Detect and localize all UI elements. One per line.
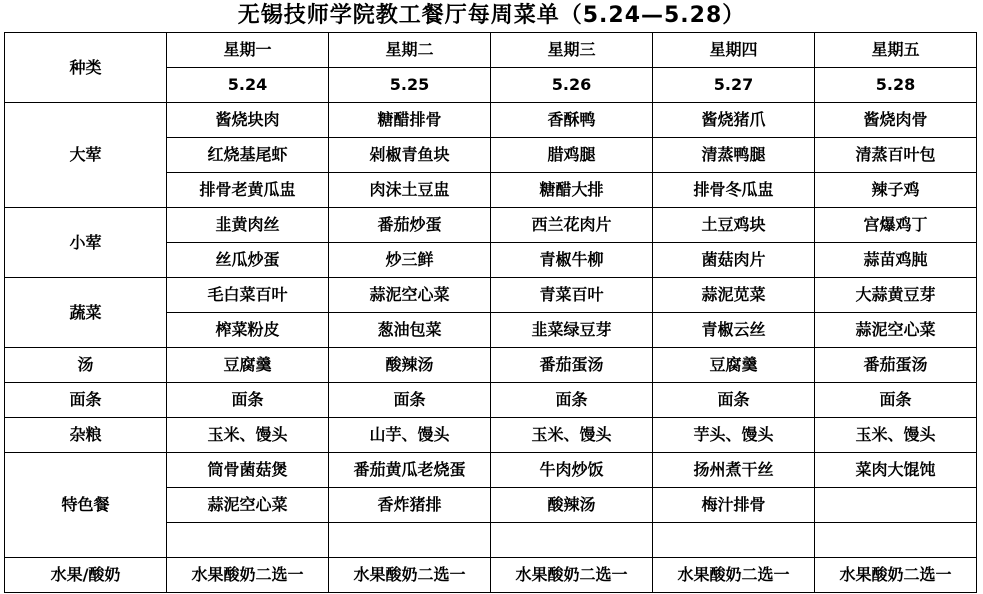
- dish-cell: 酱烧猪爪: [653, 103, 815, 138]
- dish-cell: 榨菜粉皮: [167, 313, 329, 348]
- menu-row: [5, 453, 977, 488]
- category-cell: 水果/酸奶: [5, 558, 167, 593]
- dish-cell: 扬州煮干丝: [653, 453, 815, 488]
- dish-cell: 酸辣汤: [491, 488, 653, 523]
- dish-cell: 毛白菜百叶: [167, 278, 329, 313]
- dish-cell: 蒜泥空心菜: [167, 488, 329, 523]
- date-header: 5.24: [167, 68, 329, 103]
- dish-cell: 蒜苗鸡肫: [815, 243, 977, 278]
- category-cell: 汤: [5, 348, 167, 383]
- dish-cell: 山芋、馒头: [329, 418, 491, 453]
- dish-cell: 土豆鸡块: [653, 208, 815, 243]
- dish-cell: 大蒜黄豆芽: [815, 278, 977, 313]
- category-header: 种类: [5, 33, 167, 103]
- date-header: 5.25: [329, 68, 491, 103]
- dish-cell: 玉米、馒头: [167, 418, 329, 453]
- dish-cell: 青菜百叶: [491, 278, 653, 313]
- dish-cell: 面条: [167, 383, 329, 418]
- category-cell: 大荤: [5, 103, 167, 208]
- dish-cell: 水果酸奶二选一: [653, 558, 815, 593]
- dish-cell: 糖醋排骨: [329, 103, 491, 138]
- dish-cell: 面条: [653, 383, 815, 418]
- dish-cell: 香炸猪排: [329, 488, 491, 523]
- dish-cell: 韭黄肉丝: [167, 208, 329, 243]
- dish-cell: 肉沫土豆盅: [329, 173, 491, 208]
- dish-cell: 排骨冬瓜盅: [653, 173, 815, 208]
- dish-cell: 糖醋大排: [491, 173, 653, 208]
- dish-cell: 水果酸奶二选一: [329, 558, 491, 593]
- dish-cell: [815, 488, 977, 523]
- dish-cell: 辣子鸡: [815, 173, 977, 208]
- dish-cell: 番茄蛋汤: [815, 348, 977, 383]
- dish-cell: 酱烧块肉: [167, 103, 329, 138]
- dish-cell: 玉米、馒头: [815, 418, 977, 453]
- date-header: 5.27: [653, 68, 815, 103]
- dish-cell: 酸辣汤: [329, 348, 491, 383]
- dish-cell: 菌菇肉片: [653, 243, 815, 278]
- dish-cell: 蒜泥空心菜: [815, 313, 977, 348]
- dish-cell: 水果酸奶二选一: [815, 558, 977, 593]
- menu-row: [5, 278, 977, 313]
- category-cell: 小荤: [5, 208, 167, 278]
- dish-cell: 丝瓜炒蛋: [167, 243, 329, 278]
- dish-cell: 芋头、馒头: [653, 418, 815, 453]
- dish-cell: 豆腐羹: [653, 348, 815, 383]
- day-header: 星期一: [167, 33, 329, 68]
- day-header: 星期四: [653, 33, 815, 68]
- dish-cell: 排骨老黄瓜盅: [167, 173, 329, 208]
- date-header: 5.26: [491, 68, 653, 103]
- category-cell: 蔬菜: [5, 278, 167, 348]
- dish-cell: 面条: [815, 383, 977, 418]
- dish-cell: 水果酸奶二选一: [167, 558, 329, 593]
- menu-row: [5, 418, 977, 453]
- category-cell: 杂粮: [5, 418, 167, 453]
- category-cell: 特色餐: [5, 453, 167, 558]
- dish-cell: 葱油包菜: [329, 313, 491, 348]
- dish-cell: 酱烧肉骨: [815, 103, 977, 138]
- empty-cell: [167, 523, 329, 558]
- menu-row: [5, 348, 977, 383]
- dish-cell: 红烧基尾虾: [167, 138, 329, 173]
- dish-cell: 清蒸鸭腿: [653, 138, 815, 173]
- dish-cell: 清蒸百叶包: [815, 138, 977, 173]
- dish-cell: 韭菜绿豆芽: [491, 313, 653, 348]
- day-header: 星期三: [491, 33, 653, 68]
- menu-row: [5, 558, 977, 593]
- day-header: 星期二: [329, 33, 491, 68]
- dish-cell: 筒骨菌菇煲: [167, 453, 329, 488]
- dish-cell: 番茄炒蛋: [329, 208, 491, 243]
- empty-cell: [329, 523, 491, 558]
- dish-cell: 面条: [491, 383, 653, 418]
- dish-cell: 青椒云丝: [653, 313, 815, 348]
- empty-cell: [491, 523, 653, 558]
- empty-cell: [815, 523, 977, 558]
- menu-row: [5, 208, 977, 243]
- dish-cell: 豆腐羹: [167, 348, 329, 383]
- dish-cell: 青椒牛柳: [491, 243, 653, 278]
- dish-cell: 梅汁排骨: [653, 488, 815, 523]
- dish-cell: 牛肉炒饭: [491, 453, 653, 488]
- dish-cell: 面条: [329, 383, 491, 418]
- dish-cell: 炒三鲜: [329, 243, 491, 278]
- header-day-row: [5, 33, 977, 68]
- dish-cell: 香酥鸭: [491, 103, 653, 138]
- dish-cell: 蒜泥空心菜: [329, 278, 491, 313]
- menu-title: 无锡技师学院教工餐厅每周菜单（5.24—5.28）: [237, 3, 746, 28]
- dish-cell: 玉米、馒头: [491, 418, 653, 453]
- category-cell: 面条: [5, 383, 167, 418]
- menu-row: [5, 383, 977, 418]
- dish-cell: 腊鸡腿: [491, 138, 653, 173]
- dish-cell: 番茄蛋汤: [491, 348, 653, 383]
- dish-cell: 菜肉大馄饨: [815, 453, 977, 488]
- dish-cell: 蒜泥苋菜: [653, 278, 815, 313]
- weekly-menu-table: [4, 32, 977, 593]
- date-header: 5.28: [815, 68, 977, 103]
- menu-row: [5, 103, 977, 138]
- empty-cell: [653, 523, 815, 558]
- day-header: 星期五: [815, 33, 977, 68]
- dish-cell: 宫爆鸡丁: [815, 208, 977, 243]
- dish-cell: 水果酸奶二选一: [491, 558, 653, 593]
- dish-cell: 西兰花肉片: [491, 208, 653, 243]
- dish-cell: 番茄黄瓜老烧蛋: [329, 453, 491, 488]
- dish-cell: 剁椒青鱼块: [329, 138, 491, 173]
